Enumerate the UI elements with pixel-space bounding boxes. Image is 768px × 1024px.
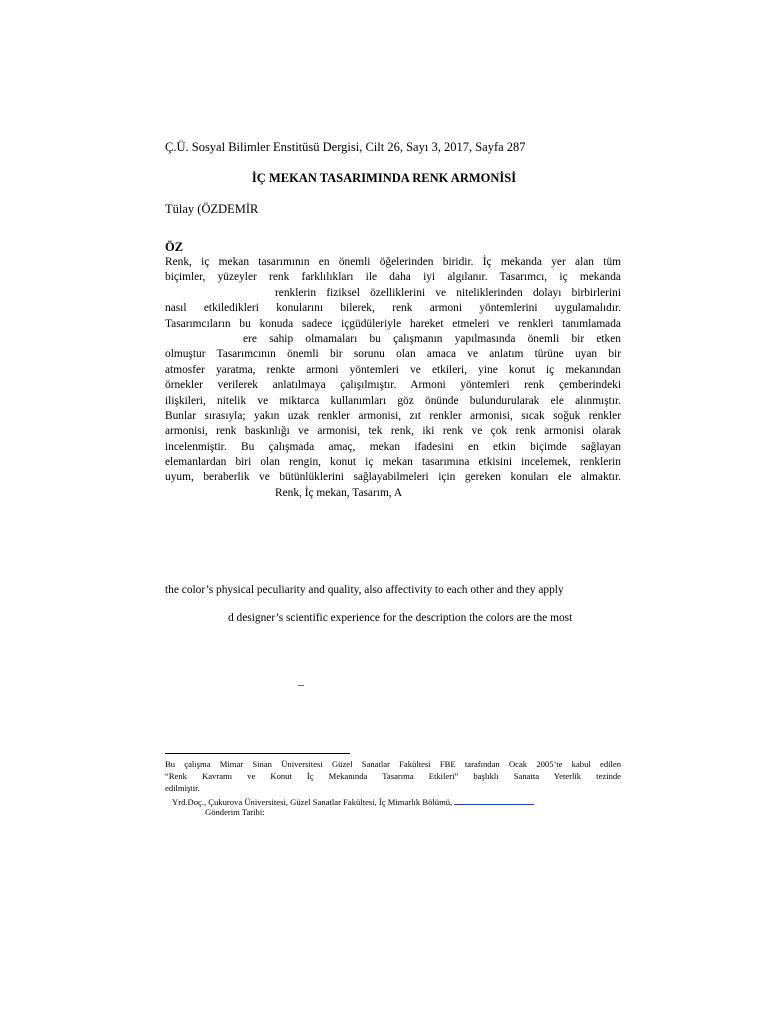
abstract-body: [165, 255, 621, 501]
footnote-affiliation: Yrd.Doç., Çukurova Üniversitesi, Güzel Sanatlar Fakültesi, İç Mimarlık Bölümü,: [172, 797, 453, 807]
abstract-line: ere sahip olmamaları bu çalışmanın yapılmasında önemli bir etken: [243, 332, 621, 345]
abstract-line: ilişkileri, nitelik ve miktarca kullanımları göz önünde bulundurularak ele alınmıştır.: [165, 394, 621, 407]
abstract-line: örnekler verilerek anlatılmaya çalışılmıştır. Armoni yöntemleri renk çemberindeki: [165, 379, 621, 392]
abstract-line: Renk, iç mekan tasarımının en önemli öğelerinden biridir. İç mekanda yer alan tüm: [165, 256, 621, 268]
abstract-line: elemanlardan biri olan rengin, konut iç mekan tasarımına etkisini incelemek, renklerin: [165, 456, 621, 469]
abstract-line: biçimler, yüzeyler renk farklılıkları ile daha iyi algılanır. Tasarımcı, iç mekanda: [165, 271, 621, 284]
footnote-separator: [165, 753, 350, 754]
paper-title: İÇ MEKAN TASARIMINDA RENK ARMONİSİ: [251, 171, 517, 185]
footnote-line: “Renk Kavramı ve Konut İç Mekanında Tasarıma Etkileri” başlıklı Sanatta Yeterlik tezinde: [165, 770, 621, 781]
english-abstract-line: the color’s physical peculiarity and quality, also affectivity to each other and they apply: [165, 584, 564, 596]
abstract-line: incelenmiştir. Bu çalışmada amaç, mekan ifadesini en etkin biçimde sağlayan: [165, 440, 621, 453]
abstract-line: olmuştur Tasarımcının önemli bir sorunu olan amaca ve anlatım türüne uyan bir: [165, 348, 621, 361]
footnote-1: [165, 759, 621, 794]
abstract-keywords: Renk, İç mekan, Tasarım, A: [275, 486, 403, 499]
footnote-3: Gönderim Tarihi:: [205, 807, 265, 817]
footnote-line: edilmiştir.: [165, 782, 200, 793]
journal-header: Ç.Ü. Sosyal Bilimler Enstitüsü Dergisi, Cilt 26, Sayı 3, 2017, Sayfa 287: [165, 140, 526, 154]
abstract-line: uyum, beraberlik ve bütünlüklerini sağlayabilmeleri için gereken konuları ele almaktır.: [165, 471, 621, 484]
abstract-line: renklerin fiziksel özelliklerini ve niteliklerinden dolayı birbirlerini: [275, 286, 621, 299]
author-name: Tülay (ÖZDEMİR: [165, 202, 259, 216]
english-abstract-line: d designer’s scientific experience for the description the colors are the most: [228, 612, 573, 624]
abstract-line: atmosfer yaratma, renkte armoni yöntemleri ve etkileri, yine konut iç mekanından: [165, 363, 621, 376]
abstract-line: nasıl etkiledikleri konularını bilerek, renk armoni yöntemlerini uygulamalıdır.: [165, 302, 621, 315]
dash-mark: –: [298, 677, 304, 691]
email-link[interactable]: [454, 795, 534, 805]
abstract-heading: ÖZ: [165, 240, 184, 254]
abstract-line: Tasarımcıların bu konuda sadece içgüdüleriyle hareket etmeleri ve renkleri tanımlamada: [165, 317, 621, 330]
abstract-line: armonisi, renk baskınlığı ve armonisi, tek renk, iki renk ve çok renk armonisi olarak: [165, 425, 621, 438]
footnote-line: Bu çalışma Mimar Sinan Üniversitesi Güzel Sanatlar Fakültesi FBE tarafından Ocak 2005’te kabul edilen: [165, 759, 621, 769]
abstract-line: Bunlar sırasıyla; yakın uzak renkler armonisi, zıt renkler armonisi, sıcak soğuk renkler: [165, 409, 621, 422]
